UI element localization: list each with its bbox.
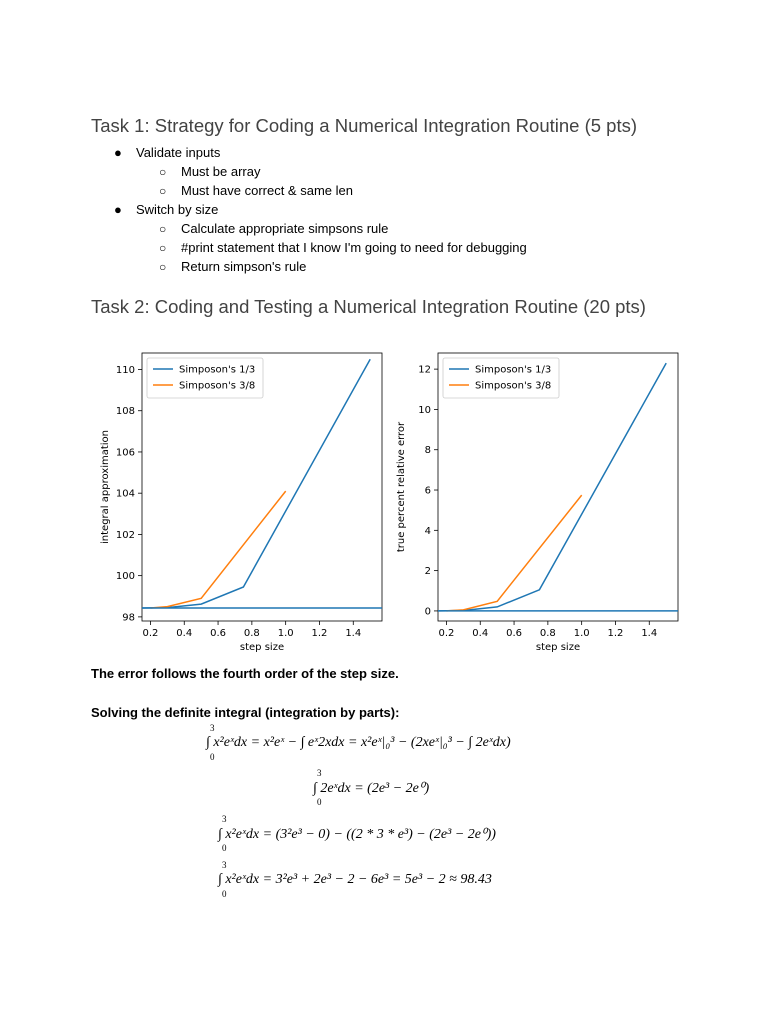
y-tick-label: 110 (115, 364, 135, 376)
list-item: ○ Must be array (159, 164, 261, 179)
hollow-bullet-icon: ○ (159, 184, 167, 198)
integral-lower-limit: 0 (222, 889, 227, 899)
y-tick-label: 0 (424, 606, 431, 618)
y-tick-label: 12 (418, 364, 431, 376)
y-tick-label: 102 (115, 529, 135, 541)
x-tick-label: 0.4 (176, 628, 193, 639)
x-tick-label: 1.2 (311, 628, 328, 639)
solving-heading: Solving the definite integral (integration by parts): (91, 705, 400, 720)
list-item: ○ Return simpson's rule (159, 259, 307, 274)
y-tick-label: 2 (424, 566, 431, 578)
equation-1: 3 0 ∫ x²eˣdx = x²eˣ − ∫ eˣ2xdx = x²eˣ|₀³ − (2xeˣ|₀³ − ∫ 2eˣdx) (206, 723, 511, 762)
hollow-bullet-icon: ○ (159, 241, 167, 255)
x-axis-label: step size (239, 642, 285, 653)
y-tick-label: 106 (115, 447, 135, 459)
integral-lower-limit: 0 (222, 843, 227, 853)
list-item: ● Switch by size (114, 202, 219, 217)
y-tick-label: 104 (115, 488, 135, 500)
x-tick-label: 0.4 (472, 628, 489, 639)
list-item: ○ Must have correct & same len (159, 183, 353, 198)
x-tick-label: 0.2 (438, 628, 455, 639)
y-tick-label: 10 (418, 404, 431, 416)
chart-svg (392, 345, 692, 665)
y-tick-label: 108 (115, 406, 135, 418)
conclusion-text: The error follows the fourth order of the step size. (91, 666, 399, 681)
integral-lower-limit: 0 (317, 797, 322, 807)
chart-svg (96, 345, 396, 665)
list-item: ● Validate inputs (114, 145, 221, 160)
y-tick-label: 8 (424, 445, 431, 457)
x-tick-label: 0.8 (539, 628, 556, 639)
x-axis-label: step size (535, 642, 581, 653)
chart-integral-approximation (96, 345, 396, 665)
x-tick-label: 1.4 (345, 628, 362, 639)
equation-4: 3 0 ∫ x²eˣdx = 3²e³ + 2e³ − 2 − 6e³ = 5e³ − 2 ≈ 98.43 (218, 860, 492, 899)
y-axis-label: integral approximation (100, 430, 111, 544)
y-tick-label: 98 (122, 612, 135, 624)
list-item: ○ #print statement that I know I'm going to need for debugging (159, 240, 527, 255)
y-tick-label: 100 (115, 571, 135, 583)
y-tick-label: 6 (424, 485, 431, 497)
chart-relative-error (392, 345, 692, 665)
hollow-bullet-icon: ○ (159, 260, 167, 274)
x-tick-label: 0.2 (142, 628, 159, 639)
task2-heading: Task 2: Coding and Testing a Numerical Integration Routine (20 pts) (91, 296, 646, 317)
legend-label: Simposon's 1/3 (475, 364, 552, 376)
x-tick-label: 0.8 (243, 628, 260, 639)
legend-label: Simposon's 3/8 (179, 380, 256, 392)
integral-upper-limit: 3 (222, 860, 227, 870)
y-tick-label: 4 (424, 525, 431, 537)
integral-upper-limit: 3 (210, 723, 215, 733)
hollow-bullet-icon: ○ (159, 165, 167, 179)
x-tick-label: 1.0 (277, 628, 294, 639)
x-tick-label: 1.4 (641, 628, 658, 639)
bullet-icon: ● (114, 145, 122, 160)
hollow-bullet-icon: ○ (159, 222, 167, 236)
list-item: ○ Calculate appropriate simpsons rule (159, 221, 389, 236)
x-tick-label: 1.2 (607, 628, 624, 639)
equation-2: 3 0 ∫ 2eˣdx = (2e³ − 2e⁰) (313, 768, 430, 807)
legend-label: Simposon's 1/3 (179, 364, 256, 376)
equation-3: 3 0 ∫ x²eˣdx = (3²e³ − 0) − ((2 * 3 * e³) − (2e³ − 2e⁰)) (218, 814, 496, 853)
legend-label: Simposon's 3/8 (475, 380, 552, 392)
integral-upper-limit: 3 (222, 814, 227, 824)
x-tick-label: 1.0 (573, 628, 590, 639)
integral-lower-limit: 0 (210, 752, 215, 762)
task1-heading: Task 1: Strategy for Coding a Numerical Integration Routine (5 pts) (91, 115, 638, 136)
integral-upper-limit: 3 (317, 768, 322, 778)
x-tick-label: 0.6 (210, 628, 227, 639)
bullet-icon: ● (114, 202, 122, 217)
x-tick-label: 0.6 (506, 628, 523, 639)
y-axis-label: true percent relative error (396, 421, 407, 553)
